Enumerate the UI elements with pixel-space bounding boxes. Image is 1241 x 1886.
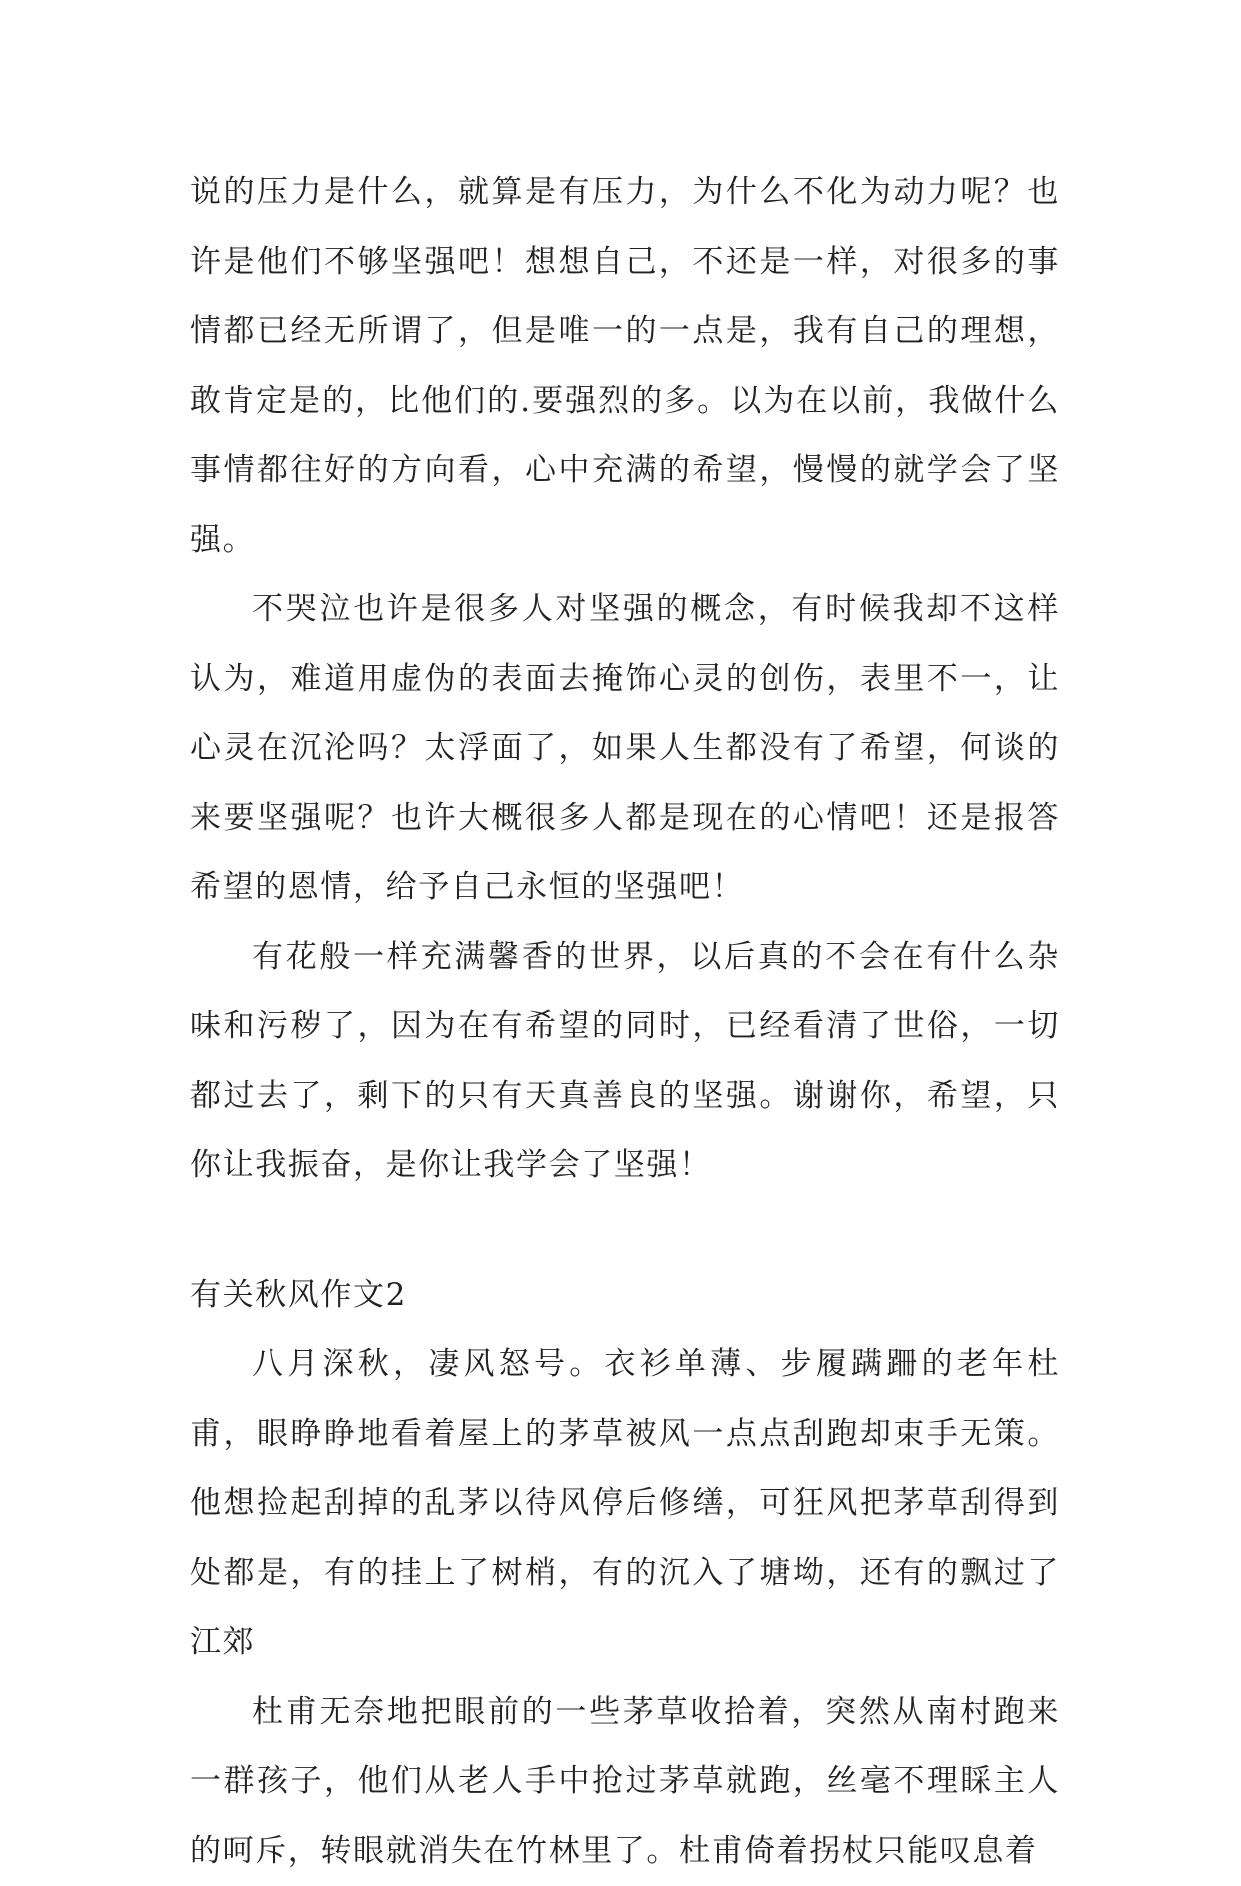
section-title: 有关秋风作文2 [190, 1261, 1060, 1331]
document-body [190, 158, 1060, 1886]
paragraph-du-fu: 杜甫无奈地把眼前的一些茅草收拾着，突然从南村跑来一群孩子，他们从老人手中抢过茅草就跑，丝毫不理睬主人的呵斥，转眼就消失在竹林里了。杜甫倚着拐杖只能叹息着 [190, 1678, 1060, 1886]
paragraph-continuation: 说的压力是什么，就算是有压力，为什么不化为动力呢？也许是他们不够坚强吧！想想自己，不还是一样，对很多的事情都已经无所谓了，但是唯一的一点是，我有自己的理想，敢肯定是的，比他们的.要强烈的多。以为在以前，我做什么事情都往好的方向看，心中充满的希望，慢慢的就学会了坚强。 [190, 158, 1060, 575]
paragraph-fragrant-world: 有花般一样充满馨香的世界，以后真的不会在有什么杂味和污秽了，因为在有希望的同时，已经看清了世俗，一切都过去了，剩下的只有天真善良的坚强。谢谢你，希望，只你让我振奋，是你让我学会了坚强！ [190, 923, 1060, 1201]
paragraph-autumn-wind: 八月深秋，凄风怒号。衣衫单薄、步履蹒跚的老年杜甫，眼睁睁地看着屋上的茅草被风一点点刮跑却束手无策。他想捡起刮掉的乱茅以待风停后修缮，可狂风把茅草刮得到处都是，有的挂上了树梢，有的沉入了塘坳，还有的飘过了江郊 [190, 1330, 1060, 1678]
paragraph-crying: 不哭泣也许是很多人对坚强的概念，有时候我却不这样认为，难道用虚伪的表面去掩饰心灵的创伤，表里不一，让心灵在沉沦吗？太浮面了，如果人生都没有了希望，何谈的来要坚强呢？也许大概很多人都是现在的心情吧！还是报答希望的恩情，给予自己永恒的坚强吧！ [190, 575, 1060, 923]
